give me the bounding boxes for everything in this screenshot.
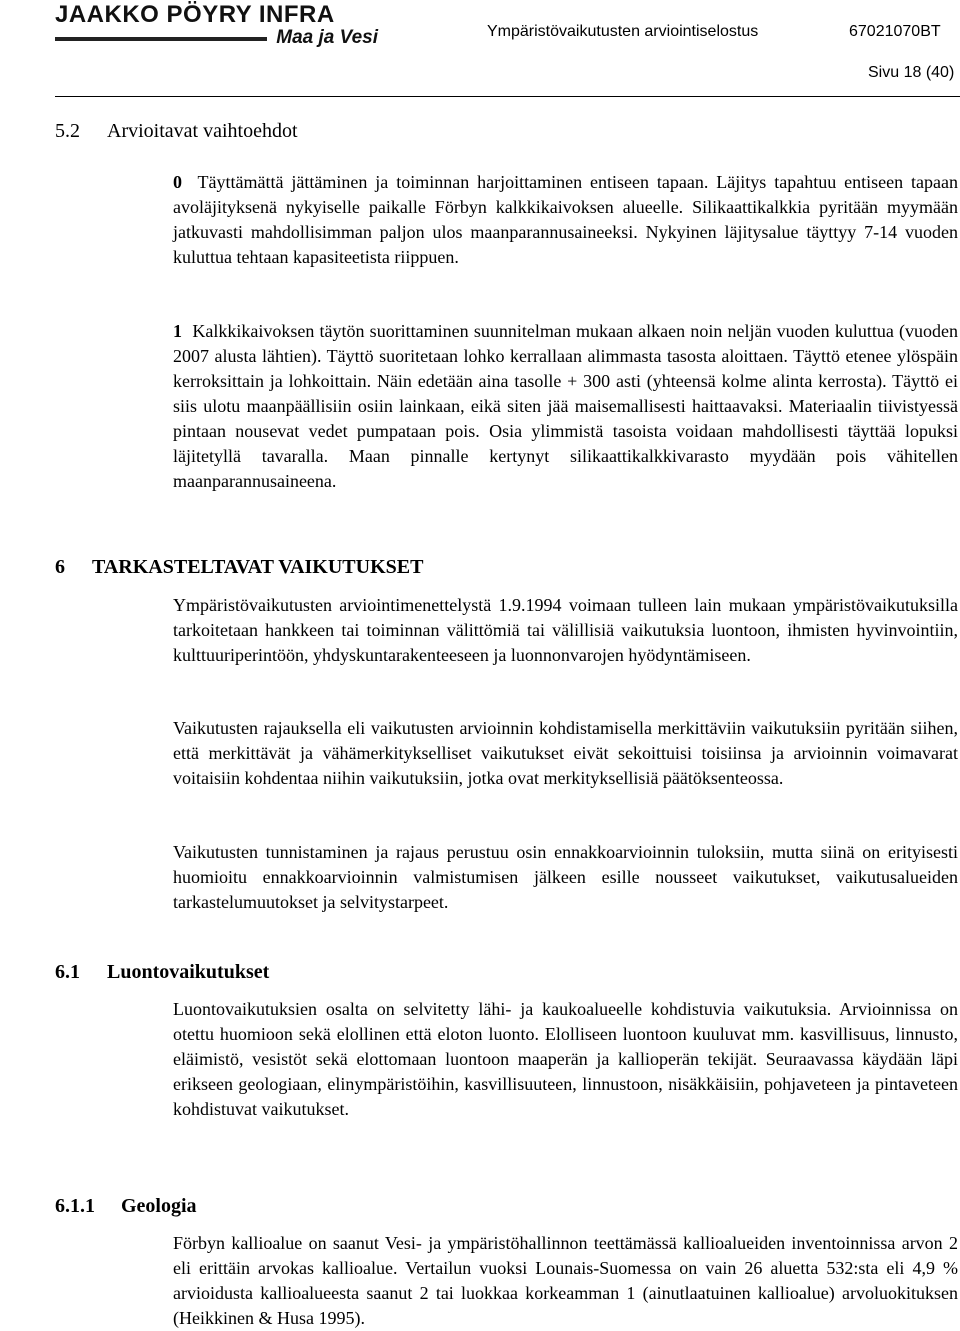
- alternative-0-text: Täyttämättä jättäminen ja toiminnan harjoittaminen entiseen tapaan. Läjitys tapahtuu entiseen tapaan avoläjityksenä nykyiselle paikalle Förbyn kalkkikaivoksen alueelle. Silikaattikalkkia pyritään myymään jatkuvasti mahdollisimman paljon ulos maanparannusaineeksi. Nykyinen läjitysalue täyttyy 7-14 vuoden kuluttua tehtaan kapasiteetista riippuen.: [173, 172, 958, 267]
- alternative-1: [173, 319, 958, 494]
- heading-number: 6.1.1: [55, 1195, 95, 1217]
- heading-title: Arvioitavat vaihtoehdot: [107, 120, 298, 142]
- heading-number: 6.1: [55, 961, 80, 983]
- page-number: Sivu 18 (40): [868, 64, 955, 81]
- alternative-0-label: 0: [173, 172, 182, 192]
- document-code: 67021070BT: [849, 23, 941, 40]
- section-6-paragraph-3: Vaikutusten tunnistaminen ja rajaus perustuu osin ennakkoarvioinnin tuloksiin, mutta siinä on erityisesti huomioitu ennakkoarvioinnin valmistumisen jälkeen esille nousseet vaikutukset, vaikutusalueiden tarkastelumuutokset ja selvitystarpeet.: [173, 842, 958, 912]
- heading-number: 6: [55, 556, 65, 578]
- header-rule: [55, 96, 960, 97]
- logo-division-name: Maa ja Vesi: [276, 27, 378, 48]
- heading-title: Luontovaikutukset: [107, 961, 270, 983]
- heading-number: 5.2: [55, 120, 80, 142]
- heading-title: Geologia: [121, 1195, 197, 1217]
- alternative-0: [173, 170, 958, 270]
- logo-bar: [55, 37, 267, 41]
- document-title: Ympäristövaikutusten arviointiselostus: [487, 23, 759, 40]
- section-6-1-paragraph-1: Luontovaikutuksien osalta on selvitetty lähi- ja kaukoalueelle kohdistuvia vaikutuksia. Arvioinnissa on otettu huomioon sekä elollinen että eloton luonto. Elolliseen luontoon kuuluvat mm. kasvillisuus, linnusto, eläimistö, vesistöt sekä elottomaan luontoon maaperän ja kallioperän tekijät. Seuraavassa käydään läpi erikseen geologiaan, elinympäristöihin, kasvillisuuteen, linnustoon, nisäkkäisiin, pohjaveteen ja pintaveteen kohdistuvat vaikutukset.: [173, 999, 958, 1119]
- section-6-paragraph-2: Vaikutusten rajauksella eli vaikutusten arvioinnin kohdistamisella merkittäviin vaikutuksiin pyritään siihen, että merkittävät ja vähämerkitykselliset vaikutukset eivät sekoittuisi toisiinsa ja arvioinnin voimavarat voitaisiin kohdentaa niihin vaikutuksiin, jotka ovat merkityksellisiä päätöksenteossa.: [173, 718, 958, 788]
- section-6-1-1-paragraph-1: Förbyn kallioalue on saanut Vesi- ja ympäristöhallinnon teettämässä kallioalueiden inventoinnissa arvon 2 eli erittäin arvokas kallioalue. Vertailun vuoksi Lounais-Suomessa on vain 26 aluetta 532:sta eli 4,9 % arvioidusta kallioalueesta saanut 2 tai luokkaa korkeamman 1 (ainutlaatuinen kallioalue) arvoluokituksen (Heikkinen & Husa 1995).: [173, 1233, 958, 1328]
- heading-title: TARKASTELTAVAT VAIKUTUKSET: [92, 556, 424, 578]
- logo-company-name: JAAKKO PÖYRY INFRA: [55, 1, 335, 28]
- company-logo: [55, 1, 380, 48]
- section-6-paragraph-1: Ympäristövaikutusten arviointimenettelystä 1.9.1994 voimaan tulleen lain mukaan ympäristövaikutuksilla tarkoitetaan hankkeen tai toiminnan välittömiä tai välillisiä vaikutuksia luontoon, ihmisten hyvinvointiin, kulttuuriperintöön, yhdyskuntarakenteeseen ja luonnonvarojen hyödyntämiseen.: [173, 595, 958, 665]
- alternative-1-text: Kalkkikaivoksen täytön suorittaminen suunnitelman mukaan alkaen noin neljän vuoden kuluttua (vuoden 2007 alusta lähtien). Täyttö suoritetaan lohko kerrallaan alimmasta tasosta aloittaen. Täyttö etenee ylöspäin kerroksittain ja lohkoittain. Näin edetään aina tasolle + 300 asti (yhteensä kolme alinta kerrosta). Täyttö ei siis ulotu maanpäällisiin osiin lainkaan, eikä siten jää maisemallisesti haittaavaksi. Materiaalin tiivistyessä pintaan nousevat vedet pumpataan pois. Osia ylimmistä tasoista voidaan mahdollisesti täyttää lopuksi läjitetyllä tavaralla. Maan pinnalle kertynyt silikaattikalkkivarasto myydään pois vähitellen maanparannusaineena.: [173, 321, 958, 491]
- alternative-1-label: 1: [173, 321, 182, 341]
